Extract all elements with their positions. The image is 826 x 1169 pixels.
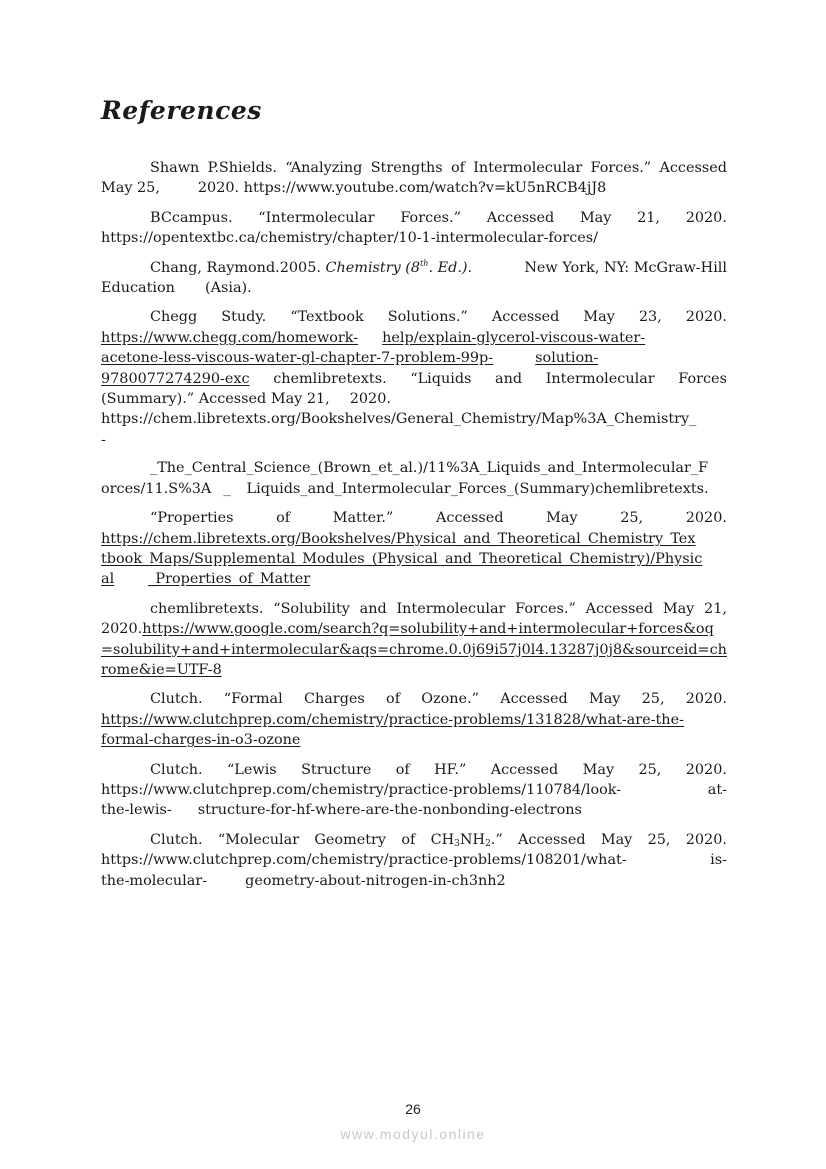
page-title: References (101, 96, 262, 125)
ref-line: 2020.https://www.google.com/search?q=solubility+and+intermolecular+forces&oq (101, 621, 714, 638)
reference-url[interactable]: formal-charges-in-o3-ozone (101, 732, 301, 749)
reference-url[interactable]: 9780077274290-exc (101, 370, 250, 387)
ref-line: - (101, 431, 106, 448)
reference-url[interactable]: https://www.clutchprep.com/chemistry/practice-problems/110784/look- at- (101, 781, 727, 798)
ref-line: orces/11.S%3A _ Liquids_and_Intermolecular_Forces_(Summary)chemlibretexts. (101, 480, 709, 497)
page-number: 26 (405, 1101, 421, 1117)
reference-entry (101, 158, 727, 199)
ref-line: BCcampus. “Intermolecular Forces.” Accessed May 21, 2020. (150, 209, 727, 226)
ref-line: Chang, Raymond.2005. Chemistry (8th. Ed.). New York, NY: McGraw-Hill (150, 258, 727, 276)
reference-url[interactable]: tbook_Maps/Supplemental_Modules_(Physical_and_Theoretical_Chemistry)/Physic (101, 550, 703, 567)
reference-list (101, 158, 727, 900)
reference-url[interactable]: https://chem.libretexts.org/Bookshelves/Physical_and_Theoretical_Chemistry_Tex (101, 530, 696, 547)
reference-url[interactable]: https://www.google.com/search?q=solubility+and+intermolecular+forces&oq (142, 621, 714, 638)
reference-entry (101, 208, 727, 249)
reference-url[interactable]: acetone-less-viscous-water-gl-chapter-7-problem-99p- solution- (101, 350, 599, 367)
reference-url[interactable]: al _Properties_of_Matter (101, 571, 311, 588)
reference-entry (101, 307, 727, 499)
reference-url[interactable]: https://www.chegg.com/homework- help/explain-glycerol-viscous-water- (101, 329, 646, 346)
ref-line: “Properties of Matter.” Accessed May 25, 2020. (150, 510, 727, 527)
reference-url[interactable]: https://chem.libretexts.org/Bookshelves/General_Chemistry/Map%3A_Chemistry_ (101, 411, 697, 428)
reference-url[interactable]: =solubility+and+intermolecular&aqs=chrome.0.0j69i57j0l4.13287j0j8&sourceid=ch (101, 641, 727, 658)
ref-line: 9780077274290-exc chemlibretexts. “Liquids and Intermolecular Forces (101, 369, 727, 389)
reference-entry (101, 258, 727, 299)
reference-entry (101, 599, 727, 681)
reference-url[interactable]: _The_Central_Science_(Brown_et_al.)/11%3A_Liquids_and_Intermolecular_F (150, 460, 709, 477)
reference-url[interactable]: https://www.clutchprep.com/chemistry/practice-problems/108201/what- is- (101, 852, 727, 869)
ref-line: Education (Asia). (101, 280, 252, 297)
ref-line: Clutch. “Lewis Structure of HF.” Accessed May 25, 2020. (150, 761, 727, 778)
ref-line: (Summary).” Accessed May 21, 2020. (101, 391, 391, 408)
book-title: Chemistry (8th. Ed.). (325, 258, 473, 276)
chemical-formula: $CH_3NH_2$.” (430, 831, 503, 849)
reference-url[interactable]: https://www.clutchprep.com/chemistry/practice-problems/131828/what-are-the- (101, 711, 684, 728)
reference-entry (101, 508, 727, 590)
ref-line: Clutch. “Formal Charges of Ozone.” Accessed May 25, 2020. (150, 691, 727, 708)
reference-url[interactable]: the-lewis- structure-for-hf-where-are-the-nonbonding-electrons (101, 802, 582, 819)
reference-url[interactable]: 2020. https://www.youtube.com/watch?v=kU5nRCB4jJ8 (197, 180, 607, 197)
reference-entry (101, 689, 727, 750)
ref-line: May 25, 2020. https://www.youtube.com/watch?v=kU5nRCB4jJ8 (101, 180, 607, 197)
watermark: www.modyul.online (340, 1126, 486, 1142)
reference-entry (101, 760, 727, 821)
reference-url[interactable]: the-molecular- geometry-about-nitrogen-in-ch3nh2 (101, 872, 506, 889)
ref-line: Clutch. “Molecular Geometry of $CH_3NH_2$.” Accessed May 25, 2020. (150, 831, 727, 849)
ref-line: Shawn P.Shields. “Analyzing Strengths of Intermolecular Forces.” Accessed (150, 160, 727, 176)
reference-entry (101, 830, 727, 891)
ref-line: Chegg Study. “Textbook Solutions.” Accessed May 23, 2020. (150, 309, 727, 326)
reference-url[interactable]: rome&ie=UTF-8 (101, 661, 222, 678)
reference-url[interactable]: https://opentextbc.ca/chemistry/chapter/10-1-intermolecular-forces/ (101, 230, 599, 247)
ref-line: chemlibretexts. “Solubility and Intermolecular Forces.” Accessed May 21, (150, 600, 727, 617)
